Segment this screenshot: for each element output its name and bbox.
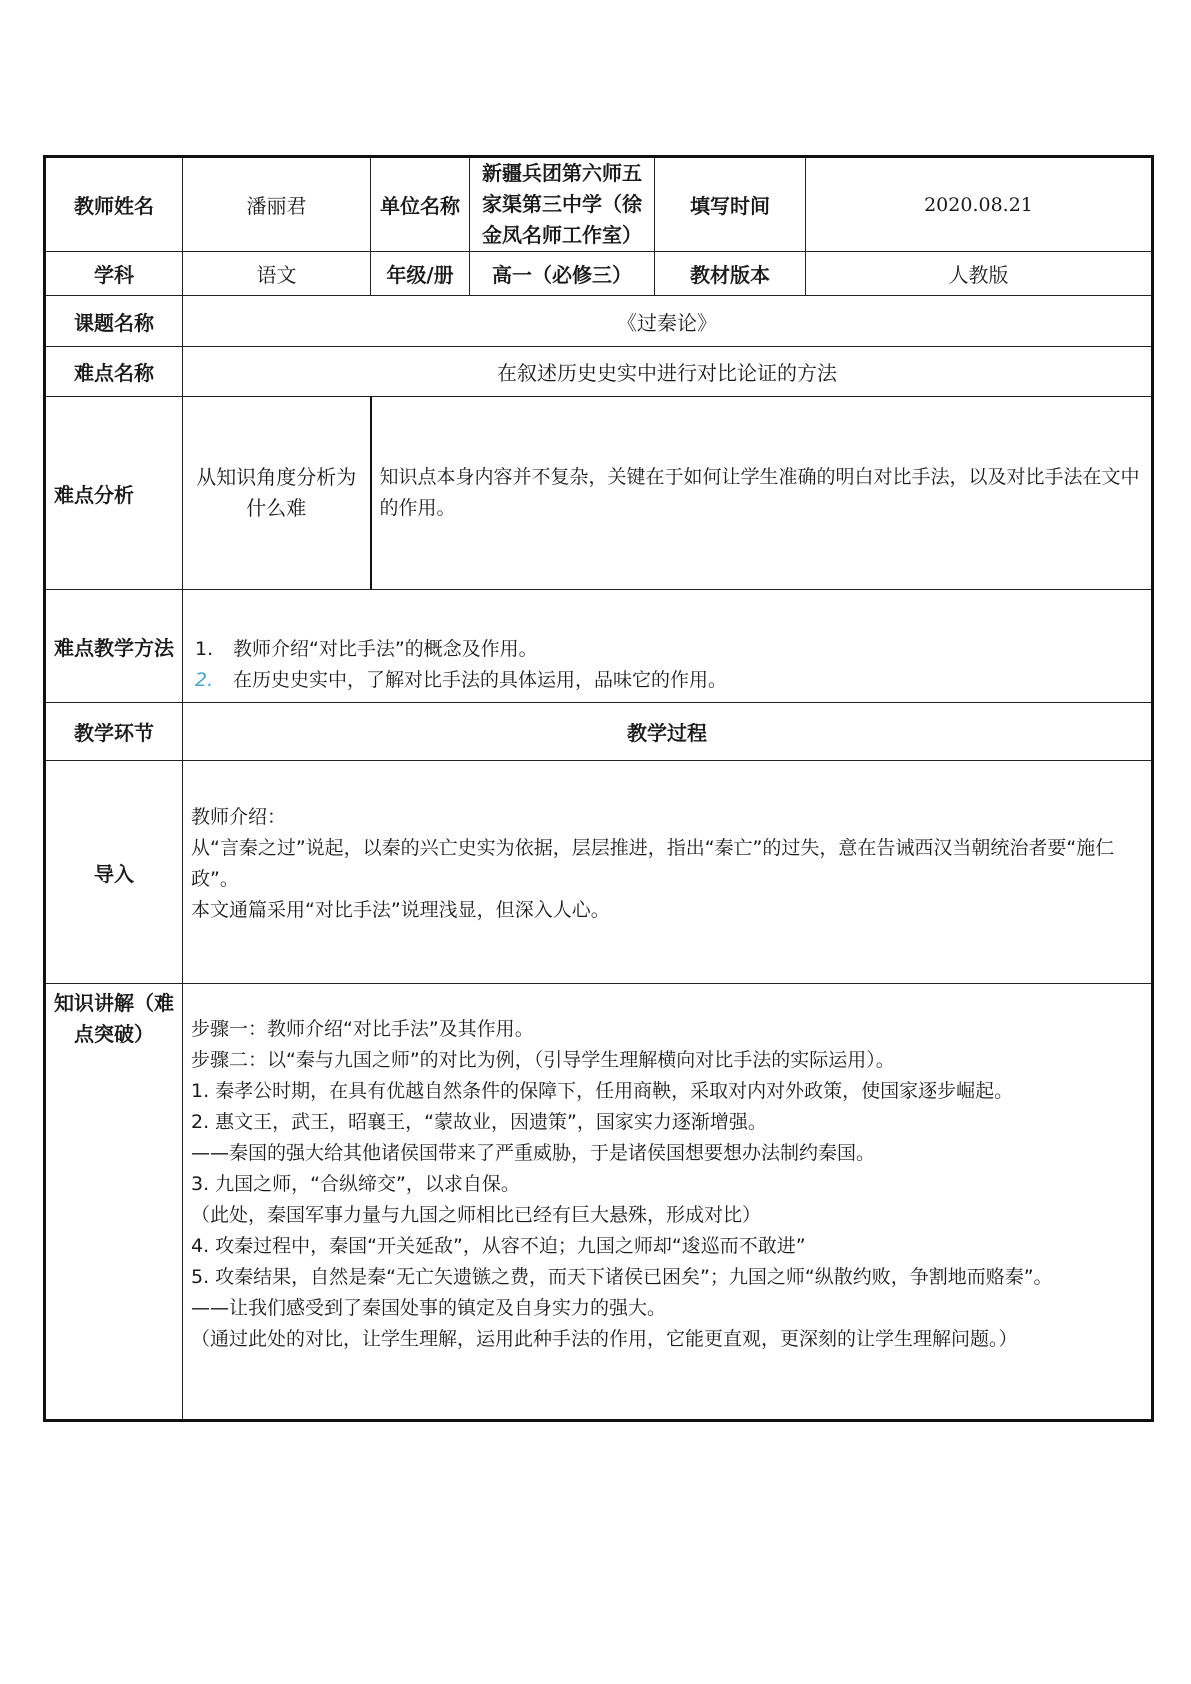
difficulty-row [45,347,1153,397]
process-header-label: 教学过程 [183,703,1153,761]
topic-label: 课题名称 [45,296,183,347]
teacher-name-value: 潘丽君 [183,157,371,252]
process-header-row [45,703,1153,761]
explain-line: （通过此处的对比，让学生理解，运用此种手法的作用，它能更直观，更深刻的让学生理解问题。） [191,1328,1018,1350]
textbook-label: 教材版本 [655,252,806,296]
explain-row [45,984,1153,1421]
teacher-name-label: 教师姓名 [45,157,183,252]
method-item-text: 在历史史实中，了解对比手法的具体运用，品味它的作用。 [233,669,728,691]
header-row-2 [45,252,1153,296]
unit-name-label: 单位名称 [371,157,470,252]
explain-line: ——秦国的强大给其他诸侯国带来了严重威胁，于是诸侯国想要想办法制约秦国。 [191,1142,876,1164]
method-item-num: 1. [195,638,214,660]
grade-label: 年级/册 [371,252,470,296]
explain-line: （此处，秦国军事力量与九国之师相比已经有巨大悬殊，形成对比） [191,1204,762,1226]
intro-line: 本文通篇采用“对比手法”说理浅显，但深入人心。 [191,899,610,921]
difficulty-value: 在叙述历史史实中进行对比论证的方法 [183,347,1153,397]
analysis-label: 难点分析 [45,397,183,590]
explain-line: 3. 九国之师，“合纵缔交”，以求自保。 [191,1173,520,1195]
intro-label: 导入 [45,761,183,984]
topic-row [45,296,1153,347]
intro-line: 从“言秦之过”说起，以秦的兴亡史实为依据，层层推进，指出“秦亡”的过失，意在告诫西汉当朝统治者要“施仁政”。 [191,837,1115,890]
method-item [191,634,1143,665]
analysis-row [45,397,1153,590]
grade-value: 高一（必修三） [470,252,655,296]
explain-line: 4. 攻秦过程中，秦国“开关延敌”，从容不迫；九国之师却“逡巡而不敢进” [191,1235,806,1257]
method-item [191,665,1143,696]
unit-name-value: 新疆兵团第六师五家渠第三中学（徐金凤名师工作室） [470,157,655,252]
explain-label: 知识讲解（难点突破） [45,984,183,1421]
method-row [45,590,1153,703]
subject-label: 学科 [45,252,183,296]
header-row-1 [45,157,1153,252]
method-label: 难点教学方法 [45,590,183,703]
subject-value: 语文 [183,252,371,296]
topic-value: 《过秦论》 [183,296,1153,347]
method-list [183,590,1153,703]
stage-header-label: 教学环节 [45,703,183,761]
analysis-sub-label: 从知识角度分析为什么难 [183,397,371,590]
method-item-text: 教师介绍“对比手法”的概念及作用。 [233,638,538,660]
lesson-plan-table [43,155,1154,1422]
intro-content [183,761,1153,984]
analysis-text: 知识点本身内容并不复杂，关键在于如何让学生准确的明白对比手法，以及对比手法在文中的作用。 [371,397,1153,590]
explain-line: ——让我们感受到了秦国处事的镇定及自身实力的强大。 [191,1297,667,1319]
explain-line: 5. 攻秦结果，自然是秦“无亡矢遗镞之费，而天下诸侯已困矣”；九国之师“纵散约败，争割地而赂秦”。 [191,1266,1053,1288]
intro-line: 教师介绍： [191,806,287,828]
explain-line: 2. 惠文王，武王，昭襄王，“蒙故业，因遗策”，国家实力逐渐增强。 [191,1111,767,1133]
explain-content [183,984,1153,1421]
textbook-value: 人教版 [806,252,1153,296]
date-value: 2020.08.21 [806,157,1153,252]
explain-line: 1. 秦孝公时期，在具有优越自然条件的保障下，任用商鞅，采取对内对外政策，使国家逐步崛起。 [191,1080,1014,1102]
explain-line: 步骤一：教师介绍“对比手法”及其作用。 [191,1018,534,1040]
difficulty-label: 难点名称 [45,347,183,397]
explain-line: 步骤二：以“秦与九国之师”的对比为例，（引导学生理解横向对比手法的实际运用）。 [191,1049,895,1071]
date-label: 填写时间 [655,157,806,252]
method-item-num: 2. [195,669,214,691]
intro-row [45,761,1153,984]
